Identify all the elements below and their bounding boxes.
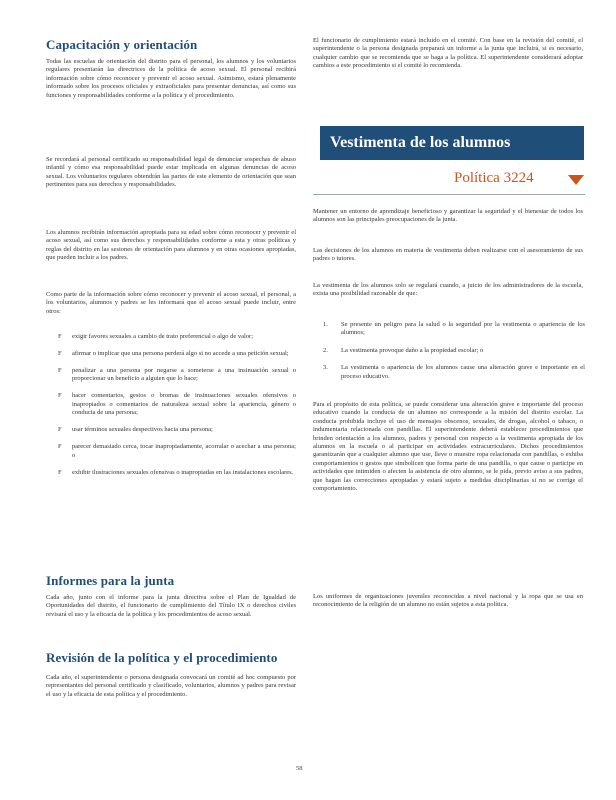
bullet-icon: F	[58, 392, 62, 400]
section-heading-policy-review: Revisión de la política y el procedimiento	[46, 650, 278, 665]
list-item-text: parecer demasiado cerca, tocar inapropiadamente, acorralar o acechar a una persona; o	[72, 443, 296, 459]
list-item	[58, 469, 296, 477]
paragraph-dress-intro: Mantener un entorno de aprendizaje beneficioso y garantizar la seguridad y el bienestar de todos los alumnos son las principales preocupaciones de la junta.	[313, 208, 583, 224]
list-item-text: afirmar o implicar que una persona perderá algo si no accede a una petición sexual;	[72, 350, 289, 357]
list-item	[323, 347, 585, 355]
list-number: 3.	[323, 364, 328, 372]
page-number: 58	[296, 765, 303, 772]
list-item	[58, 392, 296, 417]
list-item	[58, 350, 296, 358]
list-item-text: hacer comentarios, gestos o bromas de insinuaciones sexuales ofensivos o inapropiados o comentarios de naturaleza sexual sobre la apariencia, género o conducta de una persona;	[72, 392, 296, 417]
paragraph-committee: El funcionario de cumplimiento estará incluido en el comité. Con base en la revisión del comité, el superintendente o la persona designada preparará un informe a la junta que incluirá, si es necesario, cualquier cambio que se recomienda que se haga a la política. El superintendente considerará adoptar cambios a este procedimiento si el comité lo recomienda.	[313, 37, 583, 70]
paragraph-training-intro: Todas las escuelas de orientación del distrito para el personal, los alumnos y los voluntarios regulares presentarán las directrices de la política de acoso sexual. El personal recibirá información sobre cómo reconocer y prevenir el acoso sexual. Asimismo, estará plenamente informado sobre los procesos oficiales y extraoficiales para presentar denuncias, así como sus funciones y responsabilidades conforme a la política y el procedimiento.	[46, 58, 296, 99]
divider	[313, 194, 585, 195]
list-number: 2.	[323, 346, 328, 354]
list-item	[323, 321, 585, 338]
paragraph-uniforms: Los uniformes de organizaciones juveniles reconocidas a nivel nacional y la ropa que se usa en reconocimiento de la religión de un alumno no están sujetos a esta política.	[313, 593, 583, 609]
list-number: 1.	[323, 321, 328, 328]
list-item-text: exigir favores sexuales a cambio de trato preferencial o algo de valor;	[72, 333, 254, 340]
paragraph-policy-review: Cada año, el superintendente o persona designada convocará un comité ad hoc compuesto por representantes del personal certificado y clasificado, voluntarios, alumnos y padres para revisar el uso y la eficacia de esta política y el procedimiento.	[46, 674, 296, 698]
list-item-text: La vestimenta provoque daño a la propiedad escolar; o	[341, 346, 484, 354]
list-item-text: usar términos sexuales despectivos hacia una persona;	[72, 426, 213, 434]
list-item	[323, 364, 585, 381]
section-heading-board-reports: Informes para la junta	[46, 573, 175, 588]
paragraph-certified-staff: Se recordará al personal certificado su responsabilidad legal de denunciar sospechas de abuso infantil y cómo esa responsabilidad puede estar implicada en algunas denuncias de acoso sexual. Los voluntarios regulares obtendrán las partes de este elemento de orientación que sean pertinentes para sus derechos y responsabilidades.	[46, 156, 296, 189]
paragraph-regulation: La vestimenta de los alumnos solo se regulará cuando, a juicio de los administradores de la escuela, exista una posibilidad razonable de que:	[313, 282, 583, 298]
list-item	[58, 333, 296, 341]
bullet-icon: F	[58, 333, 62, 340]
list-item	[58, 443, 296, 460]
bullet-icon: F	[58, 443, 62, 451]
banner-title: Vestimenta de los alumnos	[330, 134, 511, 151]
paragraph-students-info: Los alumnos recibirán información apropiada para su edad sobre cómo reconocer y prevenir el acoso sexual, así como sus derechos y responsabilidades conforme a esta y otras políticas y reglas del distrito en las sesiones de orientación para alumnos y en otras ocasiones apropiadas, que pueden incluir a los padres.	[46, 229, 296, 262]
list-item	[58, 426, 296, 434]
list-item-text: La vestimenta o apariencia de los alumnos cause una alteración grave e importante en el proceso educativo.	[341, 364, 585, 380]
list-item-text: penalizar a una persona por negarse a someterse a una insinuación sexual o proporcionar un beneficio a alguien que lo hace;	[72, 367, 296, 383]
triangle-down-icon	[568, 175, 584, 185]
bullet-icon: F	[58, 367, 62, 374]
bullet-icon: F	[58, 468, 62, 476]
list-item-text: exhibir ilustraciones sexuales ofensivas o inapropiadas en las instalaciones escolares.	[72, 468, 294, 476]
section-banner	[320, 126, 584, 160]
paragraph-board-reports: Cada año, junto con el informe para la junta directiva sobre el Plan de Igualdad de Oportunidades del distrito, el funcionario de cumplimiento del Título IX o derechos civiles revisará el uso y la eficacia de la política y los procedimientos de acoso sexual.	[46, 594, 296, 618]
regulation-conditions-list	[323, 321, 585, 390]
list-item	[58, 367, 296, 384]
harassment-examples-list	[58, 333, 296, 486]
list-item-text: Se presente un peligro para la salud o la seguridad por la vestimenta o apariencia de los alumnos;	[341, 321, 585, 337]
section-heading-training: Capacitación y orientación	[46, 37, 198, 52]
bullet-icon: F	[58, 426, 62, 434]
paragraph-disruption: Para el propósito de esta política, se puede considerar una alteración grave e importante del proceso educativo cuando la conducta de un alumno no corresponde a la misión del distrito escolar. La conducta prohibida incluye el uso de mensajes obscenos, sexuales, de drogas, alcohol o tabaco, o indumentaria relacionada con pandillas. El superintendente deberá establecer procedimientos que brinden orientación a los alumnos, padres y personal con respecto a la vestimenta apropiada de los alumnos en la escuela o al participar en actividades extracurriculares. Dichos procedimientos garantizarán que a cualquier alumno que use, lleve o muestre ropa relacionada con pandillas, o exhiba comportamientos o gestos que simbolicen que forma parte de una pandilla, o que cause o participe en actividades que intimiden o afecten la asistencia de otro alumno, se le pida, previo aviso a sus padres, que hagan las correcciones apropiadas y estará sujeto a medidas disciplinarias si no se corrige el comportamiento.	[313, 401, 583, 493]
bullet-icon: F	[58, 350, 62, 357]
paragraph-harassment-intro: Como parte de la información sobre cómo reconocer y prevenir el acoso sexual, el personal, a los voluntarios, alumnos y padres se les informará que el acoso sexual puede incluir, entre otros:	[46, 291, 296, 315]
policy-number: Política 3224	[454, 170, 534, 186]
paragraph-parents-advice: Las decisiones de los alumnos en materia de vestimenta deben realizarse con el asesoramiento de sus padres o tutores.	[313, 247, 583, 263]
